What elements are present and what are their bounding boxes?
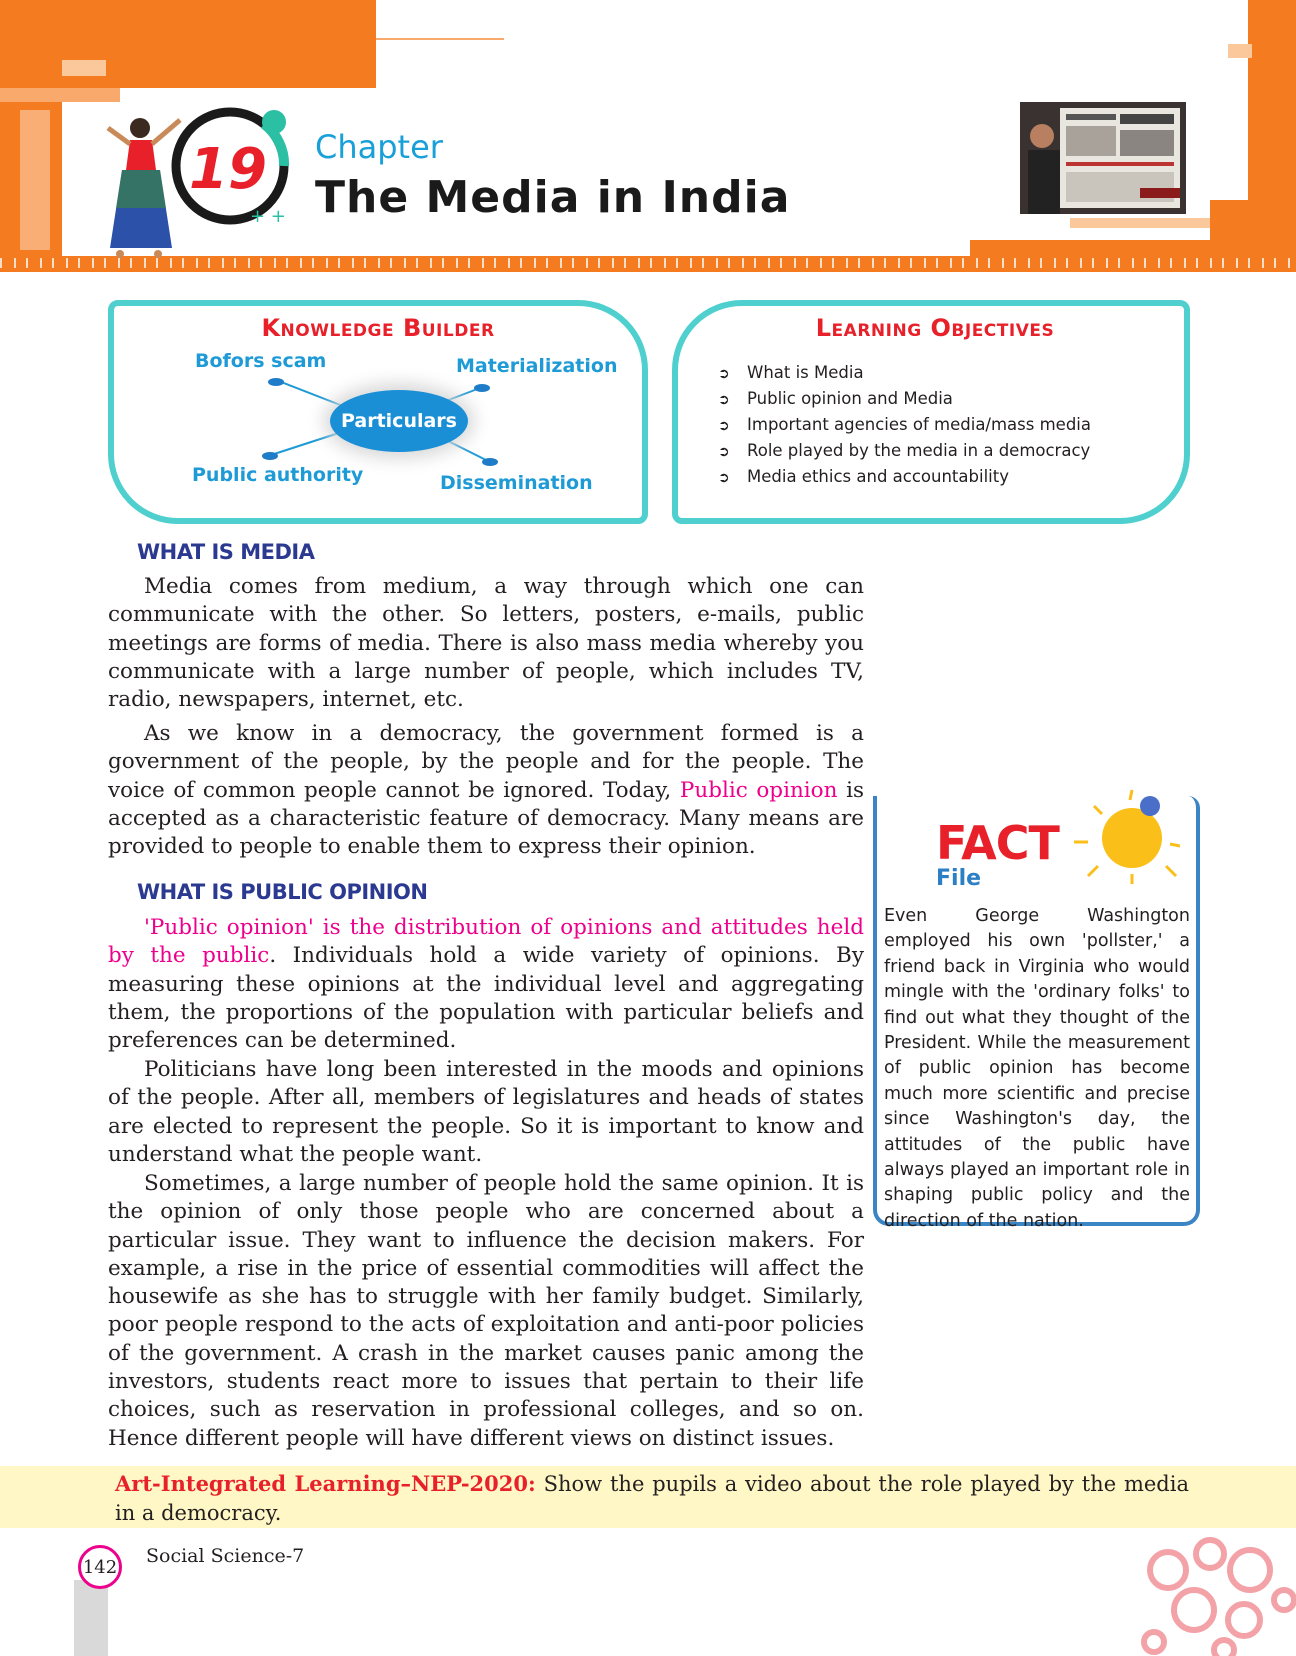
fact-title: FACT [936, 816, 1059, 870]
learning-objectives-title: Learning Objectives [815, 314, 1055, 342]
heading-what-is-public-opinion: WHAT IS PUBLIC OPINION [137, 880, 428, 904]
list-item: ➲ Important agencies of media/mass media [718, 412, 1091, 438]
highlight-definition: 'Public opinion' is the distribution of opinions and attitudes held by the public [108, 915, 864, 969]
kb-node-dissemination: Dissemination [440, 472, 593, 494]
newspaper-photo [1020, 102, 1186, 214]
paragraph-opinion-3: Sometimes, a large number of people hold the same opinion. It is the opinion of only those people who are concerned about a particular issue. They want to influence the decision makers. For example, a rise in the price of essential commodities will affect the housewife as she has to struggle with her family budget. Similarly, poor people respond to the acts of exploitation and anti-poor policies of the government. A crash in the market causes panic among the investors, students react more to issues that pertain to their life choices, such as reservation in professional colleges, and so on. Hence different people will have different views on distinct issues. [108, 1171, 864, 1451]
fact-subtitle: File [936, 866, 982, 891]
chapter-label: Chapter [315, 128, 443, 166]
art-integrated-label: Art-Integrated Learning–NEP-2020: [115, 1471, 536, 1496]
decorative-circles [1124, 1530, 1296, 1656]
kb-node-materialization: Materialization [456, 355, 618, 377]
list-item: ➲ Public opinion and Media [718, 386, 1091, 412]
paragraph-media-1: Media comes from medium, a way through which one can communicate with the other. So letters, posters, e-mails, public meetings are forms of media. There is also mass media whereby you communicate with a large number of people, which includes TV, radio, newspapers, internet, etc. [108, 574, 864, 713]
arrow-right-icon: ➲ [718, 366, 730, 382]
highlight-public-opinion: Public opinion [679, 777, 838, 803]
chapter-title: The Media in India [315, 172, 791, 223]
fact-text: Even George Washington employed his own 'pollster,' a friend back in Virginia who would mingle with the 'ordinary folks' to find out what they thought of the President. While the measurement of public opinion has become much more scientific and precise since Washington's day, the attitudes of the public have always played an important role in shaping public policy and the direction of the nation. [884, 906, 1190, 1231]
kb-node-public-authority: Public authority [192, 464, 364, 486]
footer-gray-band [74, 1580, 108, 1656]
art-integrated-text: Art-Integrated Learning–NEP-2020: Show the pupils a video about the role played by the media in a democracy. [115, 1471, 1189, 1525]
arrow-right-icon: ➲ [718, 392, 730, 408]
arrow-right-icon: ➲ [718, 444, 730, 460]
chapter-number: 19 [189, 137, 267, 202]
lightbulb-icon [1070, 786, 1200, 886]
page-number: 142 [78, 1545, 122, 1589]
svg-text:+ +: + + [250, 206, 286, 227]
arrow-right-icon: ➲ [718, 470, 730, 486]
arrow-right-icon: ➲ [718, 418, 730, 434]
kb-node-bofors-scam: Bofors scam [195, 350, 327, 372]
list-item: ➲ Role played by the media in a democracy [718, 438, 1091, 464]
chapter-number-badge [168, 100, 292, 232]
paragraph-media-2: As we know in a democracy, the government formed is a government of the people, by the people and for the people. The voice of common people cannot be ignored. Today, Public opinion is accepted as a characteristic feature of democracy. Many means are provided to people to enable them to express their opinion. [108, 721, 864, 860]
list-item: ➲ What is Media [718, 360, 1091, 386]
kb-center-node: Particulars [330, 390, 468, 452]
heading-what-is-media: WHAT IS MEDIA [137, 540, 315, 564]
paragraph-opinion-1: 'Public opinion' is the distribution of opinions and attitudes held by the public. Individuals hold a wide variety of opinions. By measuring these opinions at the individual level and aggregating them, the proportions of the population with particular beliefs and preferences can be determined. [108, 915, 864, 1054]
knowledge-builder-title: Knowledge Builder [261, 314, 495, 342]
book-title: Social Science-7 [146, 1545, 305, 1567]
paragraph-opinion-2: Politicians have long been interested in the moods and opinions of the people. After all, members of legislatures and heads of states are elected to represent the people. So it is important to know and understand what the people want. [108, 1057, 864, 1167]
learning-objectives-list [718, 360, 1091, 490]
list-item: ➲ Media ethics and accountability [718, 464, 1091, 490]
